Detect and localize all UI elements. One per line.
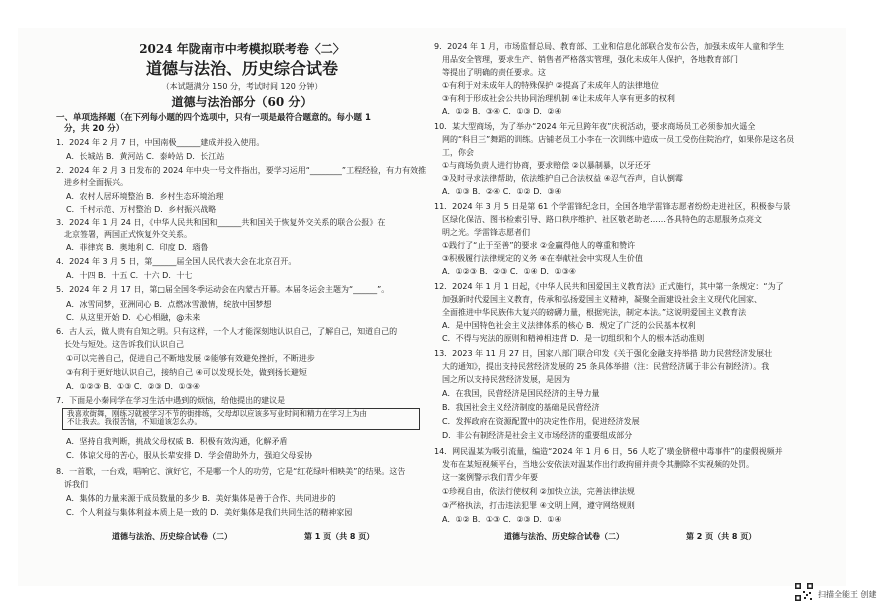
question-line: 4．2024 年 3 月 5 日，第______届全国人民代表大会在北京召开。 xyxy=(56,257,297,266)
option-line: A．①② B．①③ C．②③ D．①④ xyxy=(442,515,562,524)
question-line: 11．2024 年 3 月 5 日是第 61 个学雷锋纪念日，全国各地学雷锋志愿者纷纷走进社区，积极参与景 xyxy=(434,202,791,211)
question-line: 长处与短处。这告诉我们认识自己 xyxy=(64,340,184,349)
part-title: 道德与法治部分（60 分） xyxy=(171,95,313,109)
option-line: A．①②③ B．②③ C．①④ D．①③④ xyxy=(442,267,577,276)
option-line: ①践行了“止于至善”的要求 ②金赢得他人的尊重和赞许 xyxy=(442,241,636,250)
question-line: 等提出了明确的责任要求。这 xyxy=(442,68,546,77)
qr-code-icon xyxy=(795,583,813,601)
option-line: A．①② B．③④ C．①③ D．②④ xyxy=(442,107,562,116)
question-line: 进乡村全面振兴。 xyxy=(64,178,128,187)
question-line: 全面推进中华民族伟大复兴的磅礴力量，根据宪法，制定本法。”这说明爱国主义教育法 xyxy=(442,308,747,317)
question-line: 10．某大型商场，为了举办“2024 年元旦跨年夜”庆祝活动，要求商场员工必须参加火遥全 xyxy=(434,122,756,131)
option-line: C．发挥政府在资源配置中的决定性作用，促进经济发展 xyxy=(442,417,640,426)
question-line: 13．2023 年 11 月 27 日，国家八部门联合印发《关于强化金融支持举措 助力民营经济发展壮 xyxy=(434,349,773,358)
option-line: C．个人利益与集体利益本质上是一致的 D．美好集体是我们共同生活的精神家园 xyxy=(66,508,353,517)
section-heading: 一、单项选择题（在下列每小题的四个选项中，只有一项是最符合题意的。每小题 1 xyxy=(56,113,371,123)
quote-line: 不让我去。我很苦恼，不知道该怎么办。 xyxy=(67,417,202,426)
question-line: 这一案例警示我们青少年要 xyxy=(442,473,538,482)
page-number: 第 2 页（共 8 页） xyxy=(686,532,757,541)
question-line: 区绿化保洁、图书检索引导、路口秩序维护、社区敬老助老……各具特色的志愿服务点亮文 xyxy=(442,215,762,224)
option-line: A．①②③ B．①③ C．②③ D．①③④ xyxy=(66,382,201,391)
option-line: A．十四 B．十五 C．十六 D．十七 xyxy=(66,271,193,280)
question-line: 14．网民温某为吸引流量，编造“2024 年 1 月 6 日，56 人吃了'璜金脐橙中毒事件”的虚假视频并 xyxy=(434,447,783,456)
main-title: 道德与法治、历史综合试卷 xyxy=(145,59,338,78)
question-line: 1．2024 年 2 月 7 日，中国南极______建成并投入使用。 xyxy=(56,138,265,147)
option-line: ③及时寻求法律帮助，依法维护自己合法权益 ④忍气吞声，自认倒霉 xyxy=(442,174,683,183)
option-line: ①有利于对未成年人的特殊保护 ②提高了未成年人的法律地位 xyxy=(442,81,659,90)
option-line: ③积极履行法律规定的义务 ④在奉献社会中实现人生价值 xyxy=(442,254,643,263)
quote-box xyxy=(62,408,420,430)
option-line: C．千村示范、万村整治 D．乡村振兴战略 xyxy=(66,205,217,214)
exam-title: 2024 年陇南市中考模拟联考卷〈二〉 xyxy=(139,42,345,56)
option-line: A．冰雪同梦，亚洲同心 B．点燃冰雪激情，绽放中国梦想 xyxy=(66,300,272,309)
question-line: 工，你会 xyxy=(442,148,474,157)
option-line: C．体谅父母的苦心，服从长辈安排 D．学会借助外力，强迫父母妥协 xyxy=(66,451,313,460)
section-heading-cont: 分，共 20 分） xyxy=(64,124,125,134)
question-line: 8．一首歌，一台戏，唱响它、演好它，不是哪一个人的功劳，它是“红花绿叶相映美”的结果。这告 xyxy=(56,467,406,476)
option-line: ①可以完善自己，促进自己不断地发展 ②能够有效避免挫折，不断进步 xyxy=(66,354,315,363)
option-line: A．在我国，民营经济是国民经济的主导力量 xyxy=(442,389,600,398)
question-line: 加强新时代爱国主义教育，传承和弘扬爱国主义精神，凝聚全面建设社会主义现代化国家、 xyxy=(442,295,762,304)
question-line: 北京签署，两国正式恢复外交关系。 xyxy=(64,230,192,239)
question-line: 网的“科目三”舞蹈的训练。店铺老员工小李在一次训练中造成一员工受伤住院治疗，如果你是这名员 xyxy=(442,135,795,144)
option-line: A．农村人居环境整治 B．乡村生态环境治理 xyxy=(66,192,224,201)
question-line: 5．2024 年 2 月 17 日，第□届全国冬季运动会在内蒙古开幕。本届冬运会主题为“______”。 xyxy=(56,285,390,294)
page-number: 第 1 页（共 8 页） xyxy=(304,532,375,541)
option-line: A．是中国特色社会主义法律体系的核心 B．规定了广泛的公民基本权利 xyxy=(442,321,696,330)
option-line: B．我国社会主义经济制度的基础是民营经济 xyxy=(442,403,600,412)
option-line: A．集体的力量来源于成员数量的多少 B．美好集体是善于合作、共同进步的 xyxy=(66,494,336,503)
option-line: ③严格执法，打击违法犯罪 ④文明上网，遵守网络规则 xyxy=(442,501,635,510)
option-line: A．菲律宾 B．奥地利 C．印度 D．瑙鲁 xyxy=(66,243,209,252)
scan-watermark: 扫描全能王 创建 xyxy=(818,590,877,599)
exam-note: （本试题满分 150 分，考试时间 120 分钟） xyxy=(161,82,323,91)
quote-line: 我喜欢街舞，刚练习就被学习不节的街排练，父母却以应该多写业时间和精力在学习上为由 xyxy=(67,409,367,418)
question-line: 9．2024 年 1 月，市场监督总局、教育部、工业和信息化部联合发布公告，加强未成年人童和学生 xyxy=(434,42,785,51)
option-line: A．坚持自我判断，挑战父母权威 B．积极有效沟通，化解矛盾 xyxy=(66,437,288,446)
option-line: D．非公有制经济是社会主义市场经济的重要组成部分 xyxy=(442,431,633,440)
question-line: 大的通知》，提出支持民营经济发展的 25 条具体举措（注：民营经济属于非公有制经济）。我 xyxy=(442,362,770,371)
footer-title: 道德与法治、历史综合试卷（二） xyxy=(112,532,232,541)
option-line: C．不得与宪法的原则和精神相违背 D．是一切组织和个人的根本活动准则 xyxy=(442,334,705,343)
question-line: 诉我们 xyxy=(64,480,88,489)
question-line: 国之所以支持民营经济发展，是因为 xyxy=(442,375,570,384)
exam-paper xyxy=(18,28,846,586)
question-line: 发布在某短视频平台，当地公安依法对温某作出行政拘留并责令其删除不实视频的处罚。 xyxy=(442,460,754,469)
option-line: ③有利于形成社会公共协同治理机制 ④让未成年人享有更多的权利 xyxy=(442,94,675,103)
option-line: ①珍视自由，依法行使权利 ②加快立法，完善法律法规 xyxy=(442,487,635,496)
option-line: ①与商场负责人进行协商，要求赔偿 ②以暴制暴，以牙还牙 xyxy=(442,161,651,170)
question-line: 明之光。学雷锋志愿者们 xyxy=(442,228,530,237)
option-line: A．长城站 B．黄河站 C．泰岭站 D．长江站 xyxy=(66,152,225,161)
footer-title: 道德与法治、历史综合试卷（二） xyxy=(504,532,624,541)
question-line: 2．2024 年 2 月 3 日发布的 2024 年中央一号文件指出，要学习运用“________”工程经验，有力有效推 xyxy=(56,166,427,175)
question-line: 7．下面是小秦同学在学习生活中遇到的烦恼，给他提出的建议是 xyxy=(56,396,286,405)
option-line: A．①③ B．②④ C．①② D．③④ xyxy=(442,187,562,196)
question-line: 3．2024 年 1 月 24 日，《中华人民共和国和______共和国关于恢复外交关系的联合公报》在 xyxy=(56,218,386,227)
question-line: 6．古人云，做人贵有自知之明。只有这样，一个人才能深刻地认识自己，了解自己，知道自己的 xyxy=(56,327,398,336)
option-line: C．从这里开始 D．心心相融，@未来 xyxy=(66,313,201,322)
question-line: 12．2024 年 1 月 1 日起，《中华人民共和国爱国主义教育法》正式施行，其中第一条规定：“为了 xyxy=(434,282,784,291)
question-line: 用品安全管理，要求生产、销售者严格落实管理，强化未成年人保护，各地教育部门 xyxy=(442,55,738,64)
option-line: ③有利于更好地认识自己，接纳自己 ④可以发现长处，做到扬长避短 xyxy=(66,368,307,377)
